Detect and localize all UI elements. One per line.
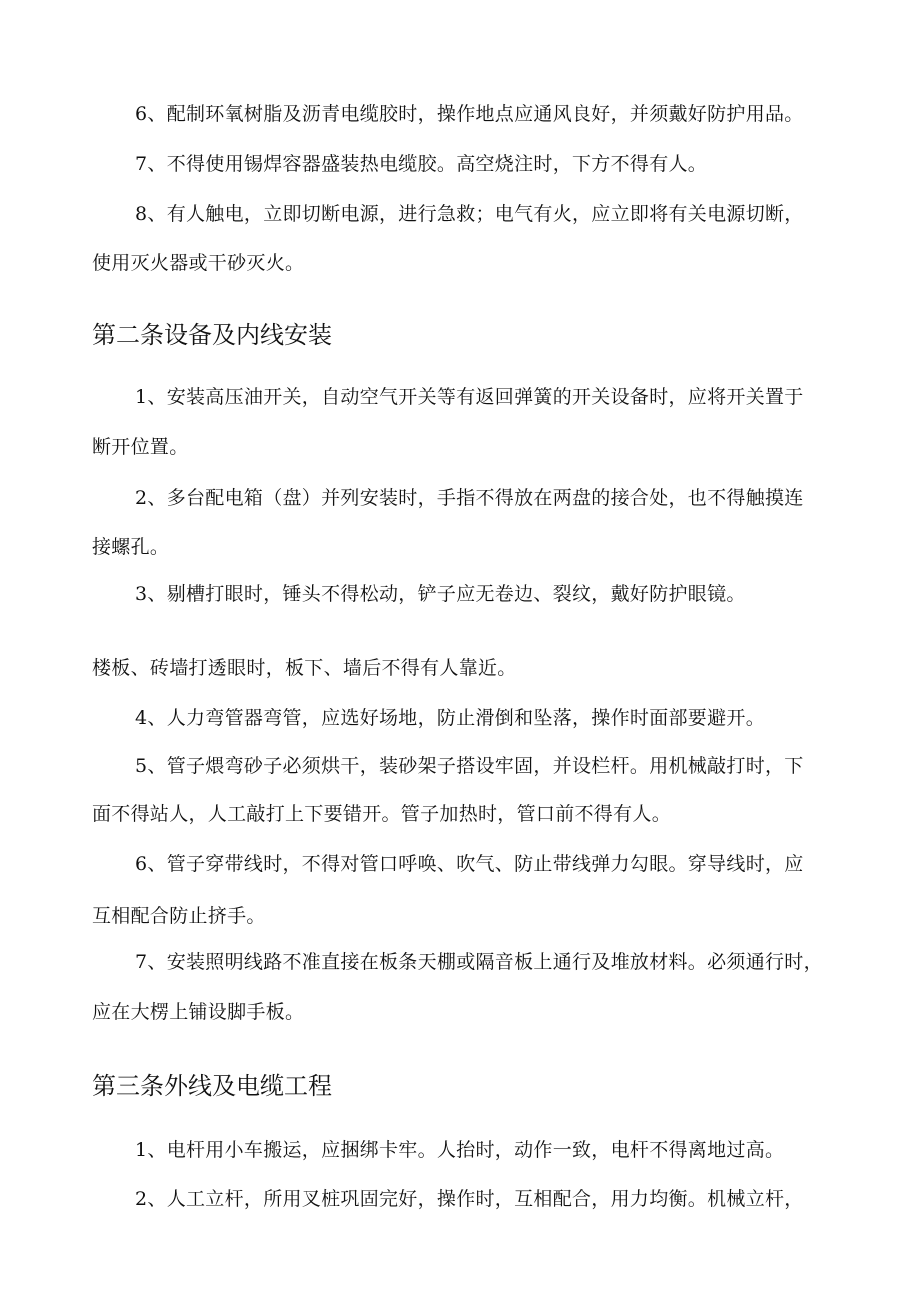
- paragraph-item-8-line-2: 使用灭火器或干砂灭火。: [92, 252, 305, 274]
- s2-item-5-line-1: 5、管子煨弯砂子必须烘干，装砂架子搭设牢固，并设栏杆。用机械敲打时，下: [135, 755, 804, 777]
- paragraph-item-8-line-1: 8、有人触电，立即切断电源，进行急救；电气有火，应立即将有关电源切断，: [135, 203, 804, 225]
- s2-item-7-line-1: 7、安装照明线路不准直接在板条天棚或隔音板上通行及堆放材料。必须通行时，: [135, 951, 823, 973]
- s2-item-4: 4、人力弯管器弯管，应选好场地，防止滑倒和坠落，操作时面部要避开。: [135, 707, 765, 729]
- s2-item-3: 3、剔槽打眼时，锤头不得松动，铲子应无卷边、裂纹，戴好防护眼镜。: [135, 583, 746, 605]
- s2-item-7-line-2: 应在大楞上铺设脚手板。: [92, 1001, 305, 1023]
- section-3-heading: 第三条外线及电缆工程: [92, 1072, 332, 1100]
- s3-item-2-line-1: 2、人工立杆，所用叉桩巩固完好，操作时，互相配合，用力均衡。机械立杆，: [135, 1188, 804, 1210]
- s3-item-1: 1、电杆用小车搬运，应捆绑卡牢。人抬时，动作一致，电杆不得离地过高。: [135, 1139, 785, 1161]
- paragraph-item-6-line-1: 6、配制环氧树脂及沥青电缆胶时，操作地点应通风良好，并须戴好防护用品。: [135, 103, 804, 125]
- s2-item-2-line-1: 2、多台配电箱（盘）并列安装时，手指不得放在两盘的接合处，也不得触摸连: [135, 487, 804, 509]
- section-2-heading: 第二条设备及内线安装: [92, 321, 332, 349]
- s2-item-3-continuation: 楼板、砖墙打透眼时，板下、墙后不得有人靠近。: [92, 657, 517, 679]
- s2-item-6-line-1: 6、管子穿带线时，不得对管口呼唤、吹气、防止带线弹力勾眼。穿导线时，应: [135, 853, 804, 875]
- s2-item-6-line-2: 互相配合防止挤手。: [92, 905, 266, 927]
- s2-item-5-line-2: 面不得站人，人工敲打上下要错开。管子加热时，管口前不得有人。: [92, 803, 672, 825]
- s2-item-2-line-2: 接螺孔。: [92, 536, 170, 558]
- s2-item-1-line-1: 1、安装高压油开关，自动空气开关等有返回弹簧的开关设备时，应将开关置于: [135, 386, 804, 408]
- paragraph-item-7: 7、不得使用锡焊容器盛装热电缆胶。高空烧注时，下方不得有人。: [135, 153, 708, 175]
- s2-item-1-line-2: 断开位置。: [92, 436, 189, 458]
